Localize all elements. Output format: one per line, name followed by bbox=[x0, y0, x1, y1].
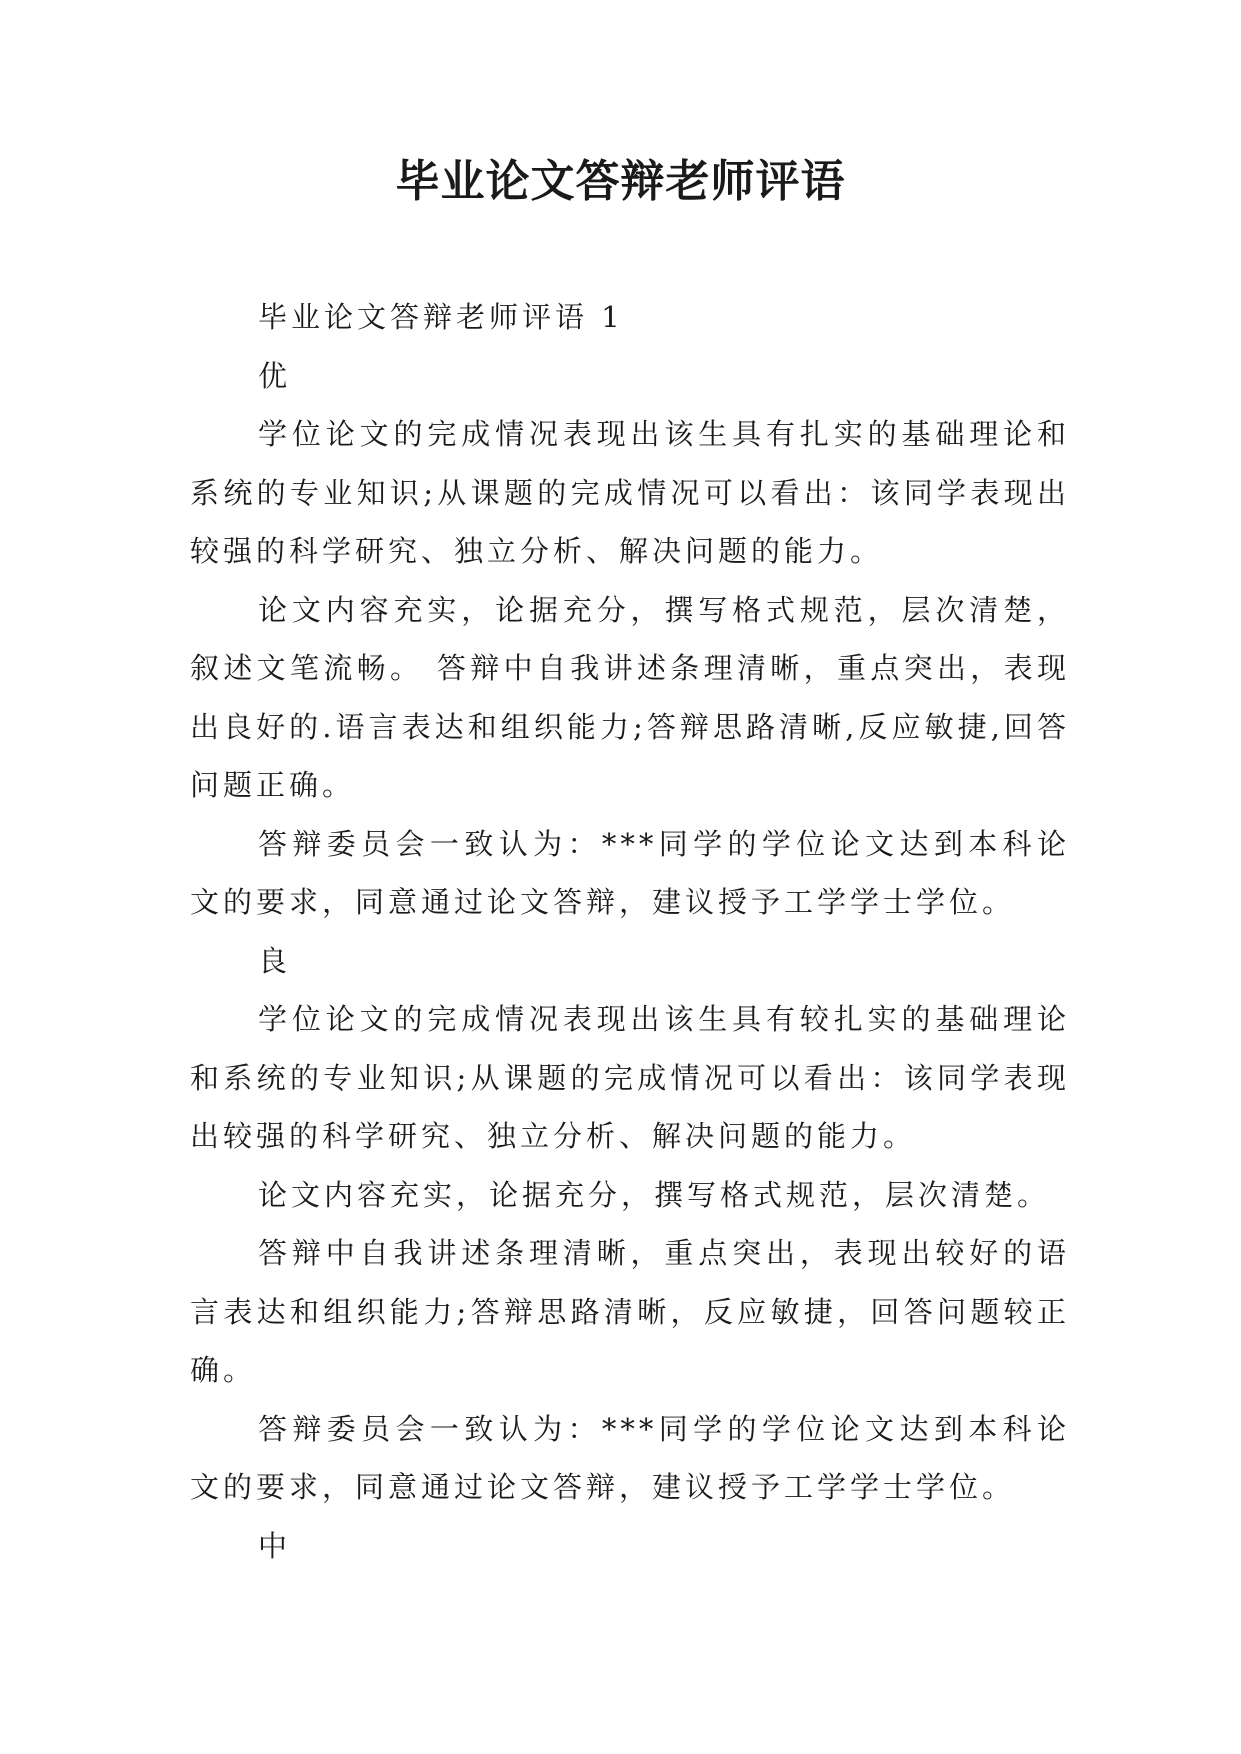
paragraph: 答辩委员会一致认为：***同学的学位论文达到本科论文的要求，同意通过论文答辩，建议授予工学学士学位。 bbox=[190, 1411, 1070, 1504]
document-body bbox=[190, 288, 1070, 1575]
paragraph: 学位论文的完成情况表现出该生具有扎实的基础理论和系统的专业知识;从课题的完成情况可以看出：该同学表现出较强的科学研究、独立分析、解决问题的能力。 bbox=[190, 417, 1070, 568]
paragraph: 答辩委员会一致认为：***同学的学位论文达到本科论文的要求，同意通过论文答辩，建议授予工学学士学位。 bbox=[190, 826, 1070, 919]
paragraph: 答辩中自我讲述条理清晰，重点突出，表现出较好的语言表达和组织能力;答辩思路清晰，反应敏捷，回答问题较正确。 bbox=[190, 1236, 1070, 1387]
grade-label-medium: 中 bbox=[258, 1528, 292, 1563]
paragraph: 论文内容充实，论据充分，撰写格式规范，层次清楚，叙述文笔流畅。 答辩中自我讲述条理清晰，重点突出，表现出良好的.语言表达和组织能力;答辩思路清晰,反应敏捷,回答问题正确。 bbox=[190, 592, 1070, 802]
document-title: 毕业论文答辩老师评语 bbox=[395, 156, 846, 207]
paragraph: 学位论文的完成情况表现出该生具有较扎实的基础理论和系统的专业知识;从课题的完成情况可以看出：该同学表现出较强的科学研究、独立分析、解决问题的能力。 bbox=[190, 1002, 1070, 1153]
grade-label-good: 良 bbox=[258, 943, 292, 978]
grade-label-excellent: 优 bbox=[258, 358, 292, 393]
section-heading: 毕业论文答辩老师评语 1 bbox=[258, 300, 624, 334]
paragraph: 论文内容充实，论据充分，撰写格式规范，层次清楚。 bbox=[258, 1177, 1051, 1212]
